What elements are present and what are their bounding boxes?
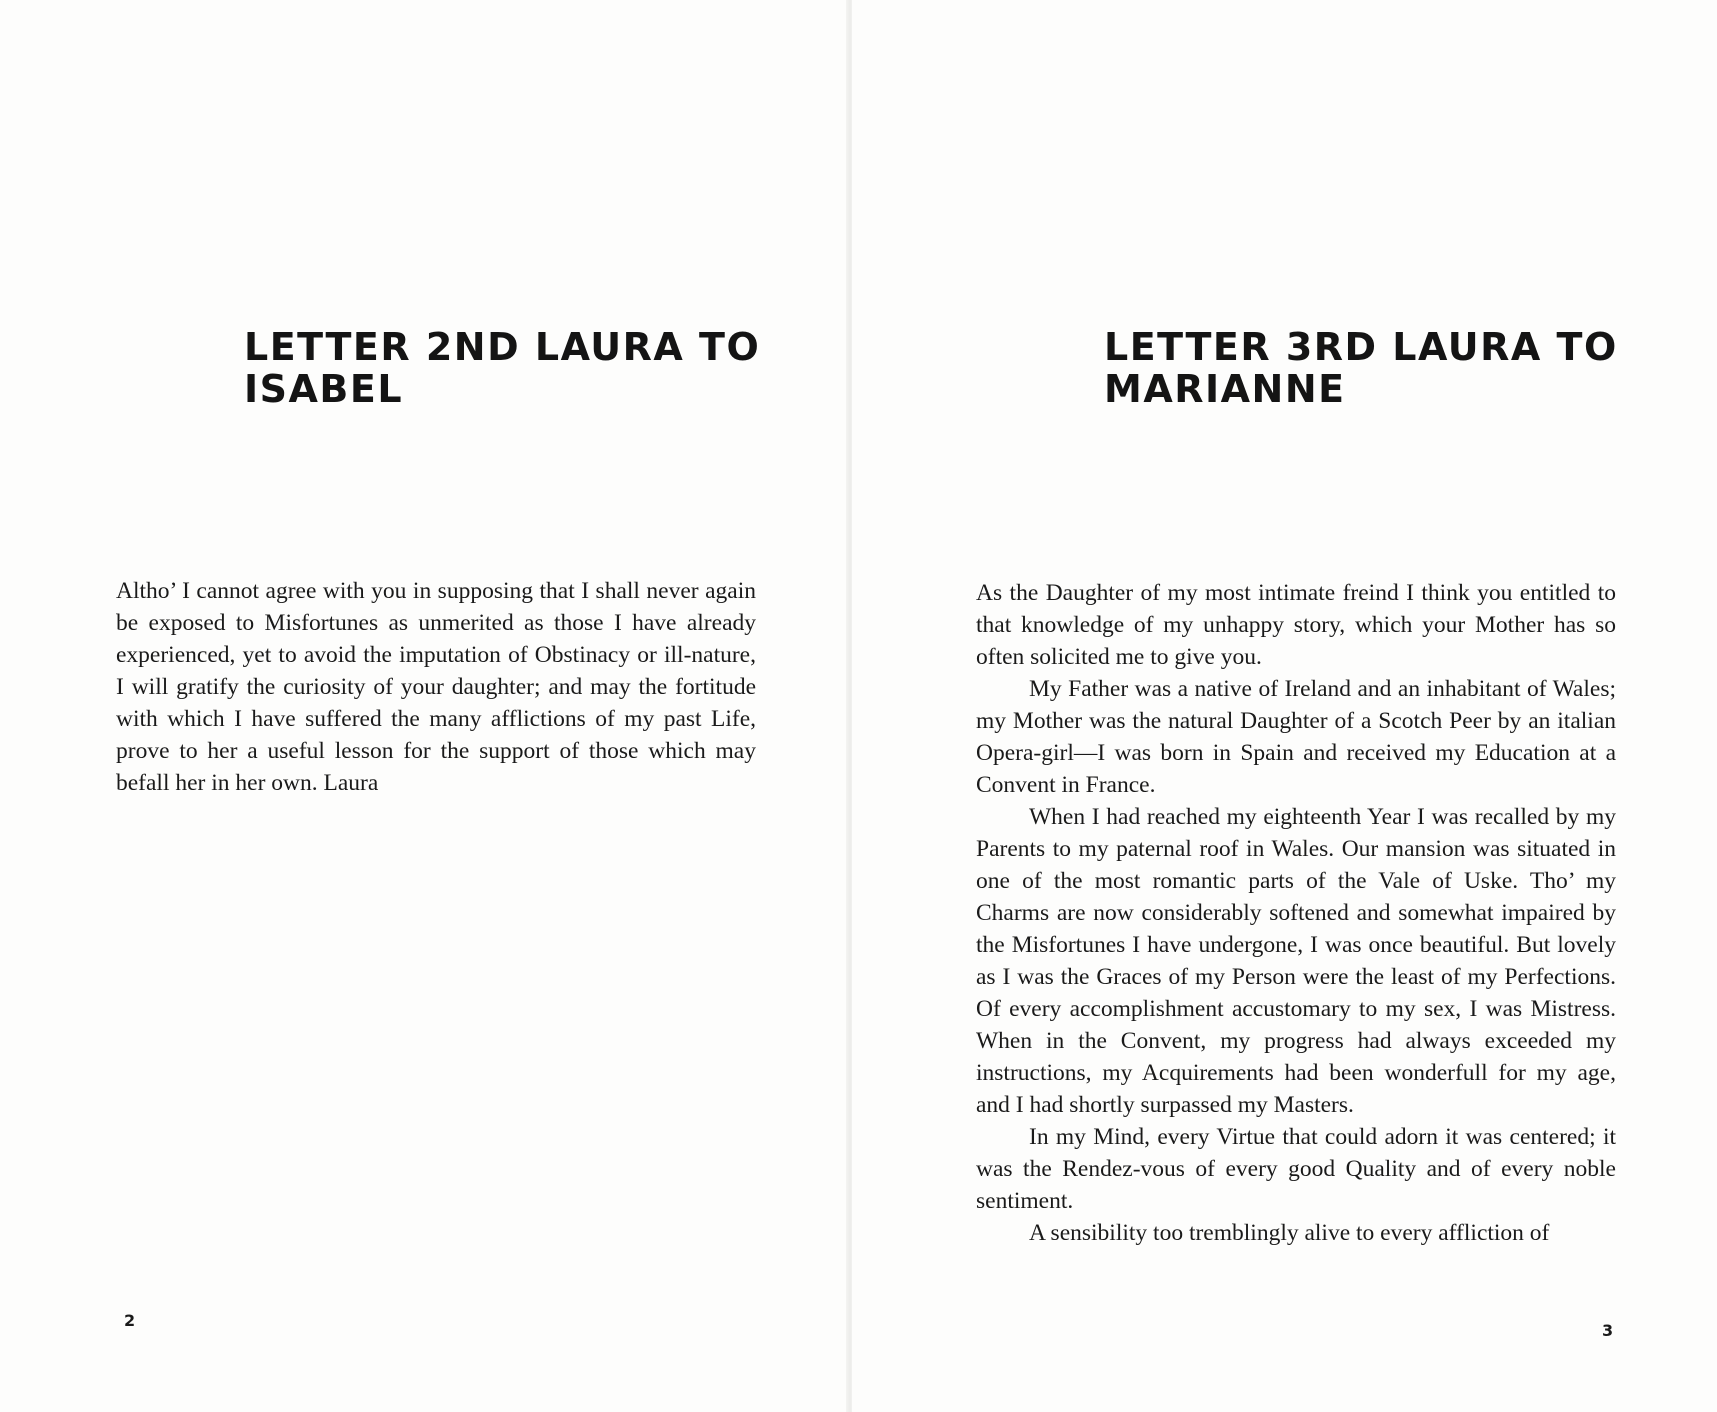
right-paragraph-1: As the Daughter of my most intimate freind I think you entitled to that knowledge of my unhappy story, which your Mother has so often solicited me to give you. (976, 580, 1616, 670)
right-page-number: 3 (1602, 1321, 1614, 1340)
right-page (852, 0, 1717, 1412)
left-paragraph-1: Altho’ I cannot agree with you in supposing that I shall never again be exposed to Misfortunes as unmerited as those I have already experienced, yet to avoid the imputation of Obstinacy or ill-nature, I will gratify the curiosity of your daughter; and may the fortitude with which I have suffered the many afflictions of my past Life, prove to her a useful lesson for the support of those which may befall her in her own. Laura (116, 578, 756, 796)
left-page-heading: LETTER 2ND LAURA TO ISABEL (244, 325, 761, 411)
right-page-heading: LETTER 3RD LAURA TO MARIANNE (1104, 325, 1618, 411)
right-page-body (976, 577, 1616, 1249)
right-paragraph-3: When I had reached my eighteenth Year I was recalled by my Parents to my paternal roof in Wales. Our mansion was situated in one of the most romantic parts of the Vale of Uske. Tho’ my Charms are now considerably softened and somewhat impaired by the Misfortunes I have undergone, I was once beautiful. But lovely as I was the Graces of my Person were the least of my Perfections. Of every accomplishment accustomary to my sex, I was Mistress. When in the Convent, my progress had always exceeded my instructions, my Acquirements had been wonderfull for my age, and I had shortly surpassed my Masters. (976, 804, 1616, 1118)
left-page-number: 2 (124, 1311, 136, 1330)
left-page (0, 0, 848, 1412)
right-paragraph-5: A sensibility too tremblingly alive to every affliction of (1029, 1220, 1550, 1246)
right-paragraph-4: In my Mind, every Virtue that could adorn it was centered; it was the Rendez-vous of every good Quality and of every noble sentiment. (976, 1124, 1616, 1214)
left-page-body (116, 575, 756, 799)
right-paragraph-2: My Father was a native of Ireland and an inhabitant of Wales; my Mother was the natural Daughter of a Scotch Peer by an italian Opera-girl—I was born in Spain and received my Education at a Convent in France. (976, 676, 1616, 798)
